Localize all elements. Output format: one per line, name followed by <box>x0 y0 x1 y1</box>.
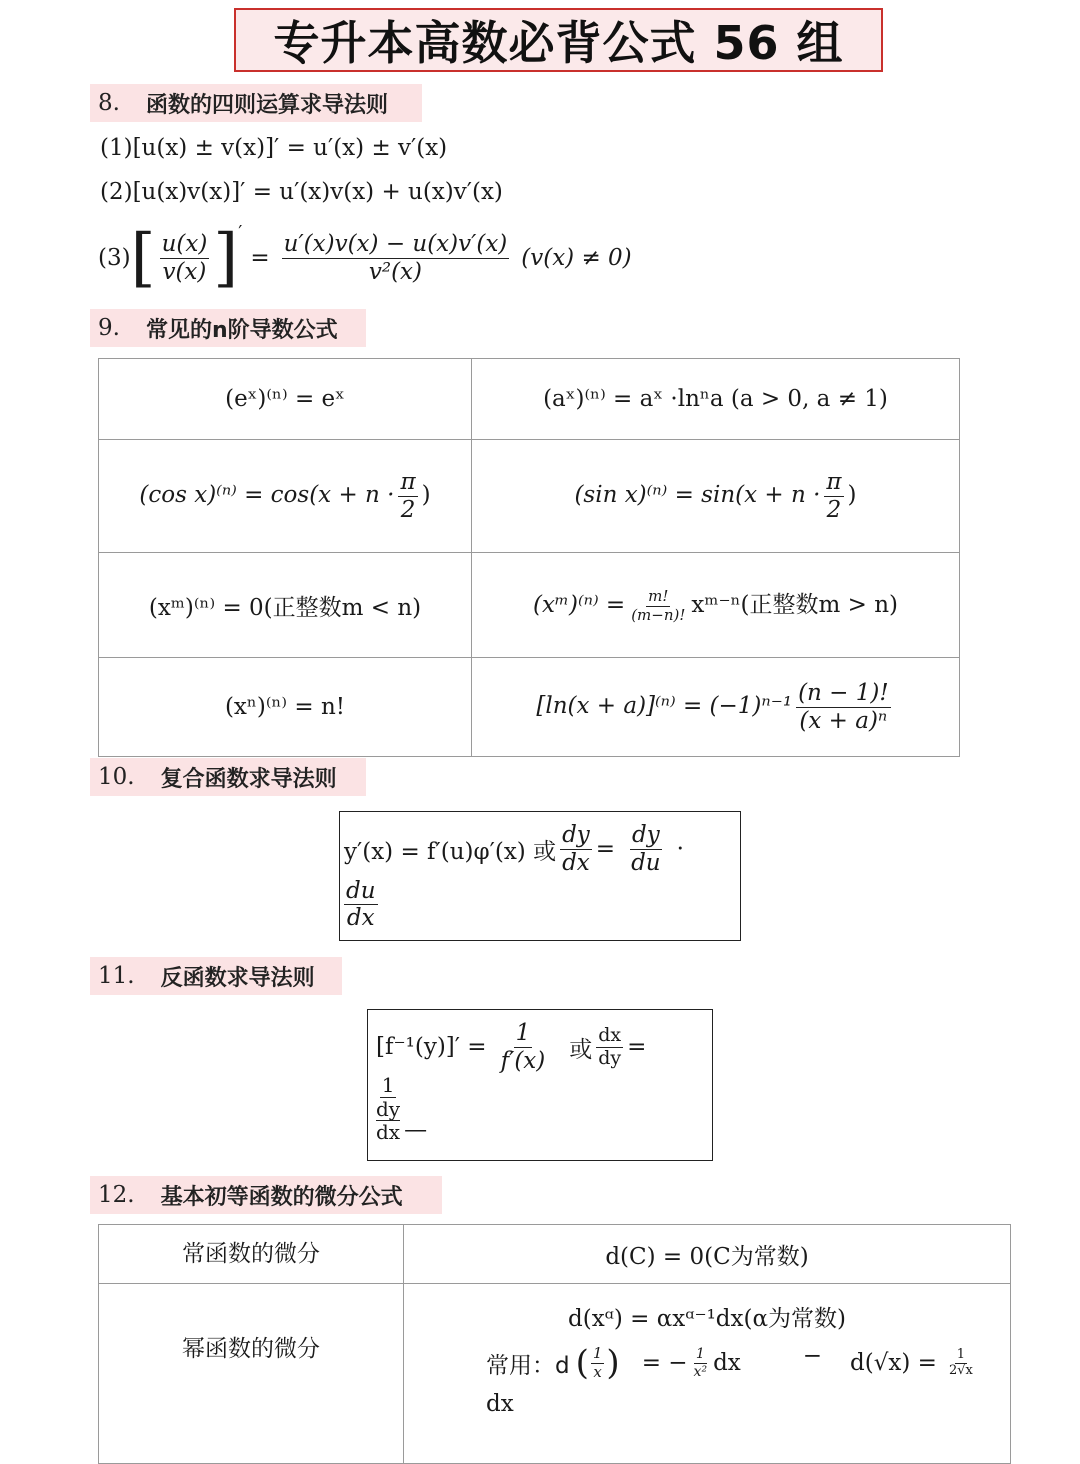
fraction-denominator: 2 <box>826 496 842 523</box>
dx-continuation: dx <box>486 1391 514 1417</box>
fraction-numerator: 1 <box>956 1346 966 1362</box>
differential-formula-table <box>98 1224 1011 1464</box>
one-over-x-fraction <box>591 1345 605 1381</box>
section-number: 9. <box>98 315 120 341</box>
fraction-denominator: f′(x) <box>500 1047 546 1074</box>
section-number: 12. <box>98 1182 135 1208</box>
table-cell <box>404 1284 1011 1464</box>
formula-text: y′(x) = f′(u)φ′(x) 或 <box>344 838 557 865</box>
nested-numerator: dy <box>376 1097 401 1121</box>
dash-mark: − <box>802 1343 823 1369</box>
left-paren: ( <box>575 1343 589 1383</box>
section-label: 常见的n阶导数公式 <box>145 317 338 343</box>
table-cell <box>472 553 960 658</box>
chain-rule-box <box>339 811 741 941</box>
formula-text: (xᵐ)⁽ⁿ⁾ = <box>532 592 626 619</box>
fraction-denominator: 2 <box>400 496 416 523</box>
formula-text: (sin x)⁽ⁿ⁾ = sin(x + n · <box>574 482 821 508</box>
section-label: 函数的四则运算求导法则 <box>145 92 388 118</box>
right-paren: ) <box>606 1343 620 1383</box>
chain-rule-formula <box>344 818 684 880</box>
table-row <box>99 1225 1011 1284</box>
formula-text: xᵐ⁻ⁿ(正整数m > n) <box>691 592 899 619</box>
table-row <box>99 1284 1011 1464</box>
derivative-sum-rule: (1)[u(x) ± v(x)]′ = u′(x) ± v′(x) <box>100 135 448 161</box>
table-row <box>99 658 960 757</box>
fraction-numerator: 1 <box>695 1346 705 1363</box>
section-10-header <box>90 758 366 796</box>
fraction-numerator: π <box>826 469 842 496</box>
fraction-numerator: du <box>346 878 376 904</box>
table-row <box>99 553 960 658</box>
fraction-denominator: x² <box>693 1363 708 1380</box>
fraction-denominator: x <box>593 1362 602 1381</box>
nested-denominator: dx <box>376 1120 401 1144</box>
inverse-rule-formula <box>376 1016 646 1078</box>
close-paren: ) <box>847 482 857 508</box>
section-9-header <box>90 309 366 347</box>
dash-mark: — <box>404 1117 428 1143</box>
common-forms <box>486 1343 1010 1383</box>
du-dx-fraction <box>344 878 378 932</box>
formula-text: [ln(x + a)]⁽ⁿ⁾ = (−1)ⁿ⁻¹ <box>536 693 793 719</box>
dy-du-fraction <box>629 822 663 876</box>
derivative-product-rule: (2)[u(x)v(x)]′ = u′(x)v(x) + u(x)v′(x) <box>100 179 503 205</box>
fraction-numerator: u(x) <box>161 231 208 258</box>
page-title: 专升本高数必背公式 56 组 <box>234 8 883 72</box>
or-text: 或 <box>569 1036 593 1063</box>
fraction-numerator: u′(x)v(x) − u(x)v′(x) <box>283 231 508 258</box>
pi-over-two <box>824 469 843 523</box>
formula-text: [f⁻¹(y)]′ = <box>376 1034 487 1060</box>
pi-over-two <box>398 469 417 523</box>
formula-text: (cos x)⁽ⁿ⁾ = cos(x + n · <box>139 482 395 508</box>
du-dx-fraction-wrap <box>344 878 378 932</box>
fraction-numerator: dy <box>631 822 660 849</box>
table-cell <box>472 440 960 553</box>
section-11-header <box>90 957 342 995</box>
fraction-numerator: dx <box>598 1023 622 1046</box>
fraction-denominator: v(x) <box>162 258 207 285</box>
right-bracket: ] <box>213 221 239 295</box>
fraction-denominator: du <box>631 849 661 876</box>
condition: (v(x) ≠ 0) <box>521 245 632 271</box>
section-label: 基本初等函数的微分公式 <box>160 1184 403 1210</box>
table-cell: 幂函数的微分 <box>99 1284 404 1464</box>
dot-operator: · <box>676 836 684 862</box>
rule-prefix: (3) <box>98 245 131 271</box>
table-cell <box>472 658 960 757</box>
fraction-denominator: (x + a)ⁿ <box>799 707 888 734</box>
prime-mark: ′ <box>238 222 243 243</box>
one-over-fprime-fraction <box>499 1020 548 1074</box>
result-fraction <box>282 231 510 285</box>
table-cell: (eˣ)⁽ⁿ⁾ = eˣ <box>99 359 472 440</box>
common-label: 常用：d <box>486 1352 570 1379</box>
fraction-numerator: 1 <box>381 1073 395 1097</box>
table-cell: (xᵐ)⁽ⁿ⁾ = 0(正整数m < n) <box>99 553 472 658</box>
fraction-numerator: m! <box>648 587 669 606</box>
inverse-rule-box <box>367 1009 713 1161</box>
one-over-two-sqrt-x-fraction <box>947 1348 975 1379</box>
table-cell: d(C) = 0(C为常数) <box>404 1225 1011 1284</box>
section-label: 反函数求导法则 <box>160 965 315 991</box>
one-over-x-squared-fraction <box>692 1346 710 1379</box>
close-paren: ) <box>421 482 431 508</box>
factorial-fraction <box>629 588 687 624</box>
derivative-quotient-rule <box>98 222 632 294</box>
fraction-numerator: dy <box>562 822 590 849</box>
table-cell: (aˣ)⁽ⁿ⁾ = aˣ ·lnⁿa (a > 0, a ≠ 1) <box>472 359 960 440</box>
fraction-denominator: dx <box>562 849 590 876</box>
section-label: 复合函数求导法则 <box>160 766 337 792</box>
section-number: 11. <box>98 963 135 989</box>
differential-dx: dx <box>713 1350 741 1376</box>
nth-derivative-table <box>98 358 960 757</box>
fraction-denominator <box>374 1098 402 1143</box>
sqrt-differential: d(√x) = <box>850 1350 937 1376</box>
section-8-header <box>90 84 422 122</box>
section-number: 8. <box>98 90 120 116</box>
fraction-denominator: (m−n)! <box>631 605 686 624</box>
table-cell <box>99 440 472 553</box>
dy-dx-fraction <box>560 822 592 876</box>
inverse-rule-continuation <box>374 1074 427 1143</box>
equals-negative: = − <box>641 1350 688 1376</box>
power-differential: d(xᵅ) = αxᵅ⁻¹dx(α为常数) <box>568 1306 846 1332</box>
equals-sign: = <box>627 1034 647 1060</box>
equals-sign: = <box>595 836 616 862</box>
fraction-numerator: 1 <box>515 1020 531 1047</box>
table-row <box>99 359 960 440</box>
table-cell: 常函数的微分 <box>99 1225 404 1284</box>
fraction-numerator: 1 <box>592 1344 603 1363</box>
table-row <box>99 440 960 553</box>
table-cell: (xⁿ)⁽ⁿ⁾ = n! <box>99 658 472 757</box>
equals-sign: = <box>250 245 270 271</box>
section-number: 10. <box>98 764 135 790</box>
dx-dy-fraction <box>596 1025 623 1070</box>
quotient-fraction <box>160 231 210 285</box>
fraction-numerator: (n − 1)! <box>798 680 889 707</box>
one-over-dy-dx-fraction <box>374 1074 402 1143</box>
log-derivative-fraction <box>796 680 891 734</box>
fraction-denominator: v²(x) <box>368 258 423 285</box>
section-12-header <box>90 1176 442 1214</box>
fraction-denominator: dy <box>598 1046 622 1069</box>
fraction-numerator: π <box>400 469 416 496</box>
fraction-denominator: dx <box>346 905 375 932</box>
fraction-denominator: 2√x <box>948 1362 973 1378</box>
left-bracket: [ <box>130 221 156 295</box>
